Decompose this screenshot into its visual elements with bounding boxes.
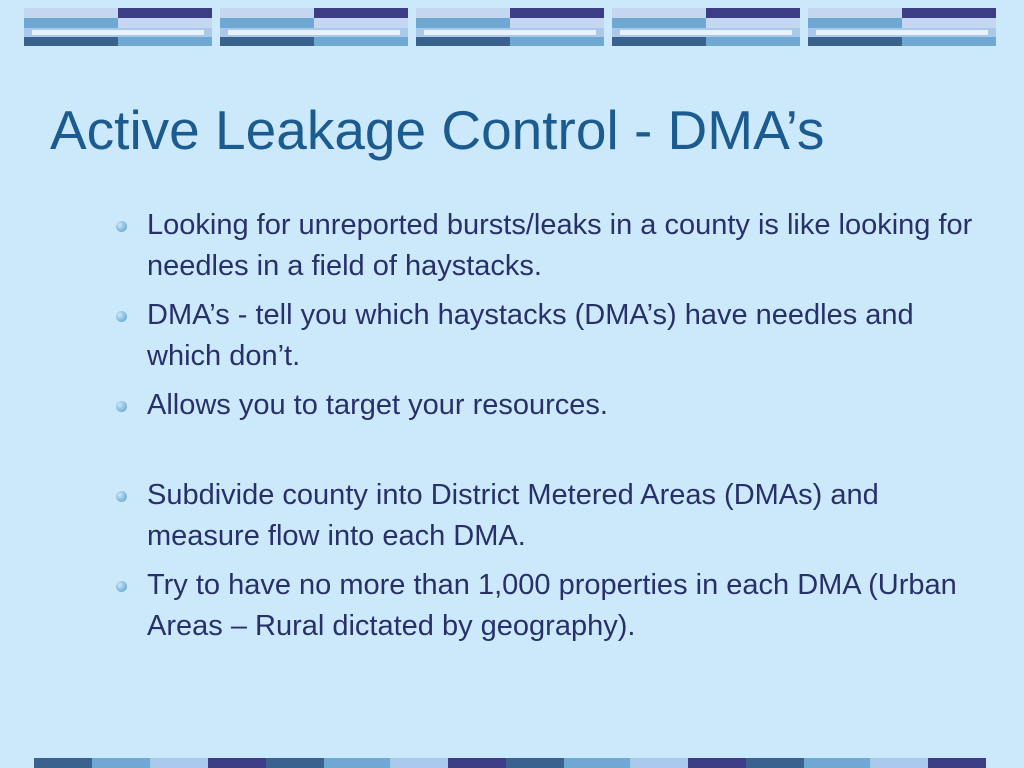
- bullet-item: [116, 295, 976, 377]
- bullet-dot-icon: [116, 401, 127, 412]
- bullet-text: Looking for unreported bursts/leaks in a county is like looking for needles in a field of haystacks.: [147, 209, 973, 282]
- bullet-item: [116, 475, 976, 557]
- bullet-dot-icon: [116, 581, 127, 592]
- top-decorative-band: [0, 0, 1024, 50]
- bullet-dot-icon: [116, 221, 127, 232]
- bullet-dot-icon: [116, 491, 127, 502]
- bottom-decorative-band: [0, 758, 1024, 768]
- bullet-list: [116, 205, 976, 655]
- decorative-tile: [24, 8, 212, 46]
- bullet-text: Try to have no more than 1,000 properties in each DMA (Urban Areas – Rural dictated by geography).: [147, 569, 957, 642]
- bullet-dot-icon: [116, 311, 127, 322]
- decorative-tile: [416, 8, 604, 46]
- decorative-tile: [220, 8, 408, 46]
- bullet-item: [116, 385, 976, 426]
- bullet-item: [116, 565, 976, 647]
- bullet-item: [116, 205, 976, 287]
- slide-title: Active Leakage Control - DMA’s: [50, 99, 825, 161]
- bullet-text: Allows you to target your resources.: [147, 389, 608, 421]
- bullet-text: DMA’s - tell you which haystacks (DMA’s) have needles and which don’t.: [147, 299, 914, 372]
- decorative-tile: [808, 8, 996, 46]
- decorative-tile: [612, 8, 800, 46]
- bullet-text: Subdivide county into District Metered Areas (DMAs) and measure flow into each DMA.: [147, 479, 879, 552]
